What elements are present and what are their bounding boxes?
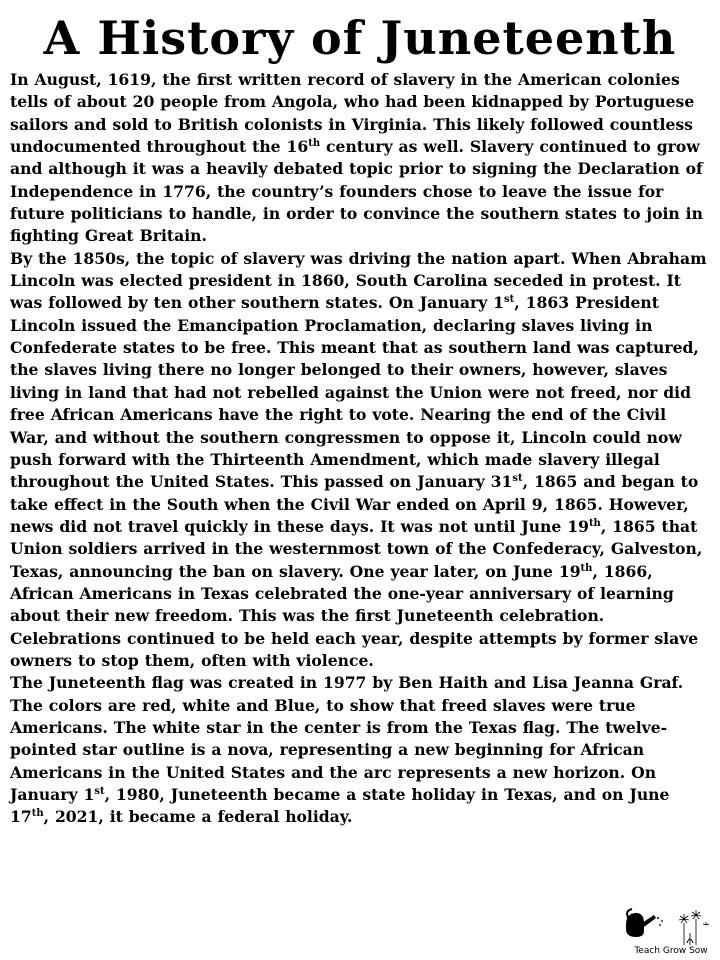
paragraph-1 bbox=[10, 69, 710, 248]
ordinal-suffix: th bbox=[588, 517, 601, 529]
text-run: century as well. Slavery continued to grow and although it was a heavily debated topic prior to signing the Declaration of Independence in 1776, the country’s founders chose to leave the issue for future politicians to handle, in order to convince the southern states to join in fighting Great Britain. bbox=[10, 137, 703, 246]
text-run: , 1866, African Americans in Texas celebrated the one-year anniversary of learning about their new freedom. This was the first Juneteenth celebration. Celebrations continued to be held each year, despite attempts by former slave owners to stop them, often with violence. bbox=[10, 561, 699, 670]
ordinal-suffix: st bbox=[94, 785, 105, 797]
page-title: A History of Juneteenth bbox=[43, 11, 677, 65]
ordinal-suffix: th bbox=[31, 808, 44, 820]
text-run: , 1865 and began to take effect in the South when the Civil War ended on April 9, 1865. However, news did not travel quickly in these days. It was not until June 19 bbox=[10, 472, 699, 536]
paragraph-3 bbox=[10, 672, 710, 828]
text-run: The Juneteenth flag was created in 1977 by Ben Haith and Lisa Jeanna Graf. The colors are red, white and Blue, to show that freed slaves were true Americans. The white star in the center is from the Texas flag. The twelve-pointed star outline is a nova, representing a new beginning for African Americans in the United States and the arc represents a new horizon. On January 1 bbox=[10, 673, 684, 804]
text-run: By the 1850s, the topic of slavery was driving the nation apart. When Abraham Lincoln was elected president in 1860, South Carolina seceded in protest. It was followed by ten other southern states. On January 1 bbox=[10, 248, 707, 313]
logo-text: Teach Grow Sow bbox=[634, 946, 708, 956]
text-run: , 1865 that Union soldiers arrived in the westernmost town of the Confederacy, Galveston, Texas, announcing the ban on slavery. One year later, on June 19 bbox=[10, 516, 703, 581]
text-run: , 2021, it became a federal holiday. bbox=[43, 807, 353, 827]
text-run: , 1863 President Lincoln issued the Emancipation Proclamation, declaring slaves living in Confederate states to be free. This meant that as southern land was captured, the slaves living there no longer belonged to their owners, however, slaves living in land that had not rebelled against the Union were not freed, nor did free African Americans have the right to vote. Nearing the end of the Civil War, and without the southern congressmen to oppose it, Lincoln could now push forward with the Thirteenth Amendment, which made slavery illegal throughout the United States. This passed on January 31 bbox=[10, 293, 699, 492]
article-body bbox=[10, 69, 710, 829]
paragraph-2 bbox=[10, 248, 710, 673]
ordinal-suffix: th bbox=[308, 137, 321, 149]
text-run: In August, 1619, the first written record of slavery in the American colonies tells of about 20 people from Angola, who had been kidnapped by Portuguese sailors and sold to British colonists in Virginia. This likely followed countless undocumented throughout the 16 bbox=[10, 70, 695, 157]
ordinal-suffix: st bbox=[512, 473, 523, 484]
ordinal-suffix: th bbox=[580, 562, 593, 574]
ordinal-suffix: st bbox=[504, 294, 515, 306]
text-run: , 1980, Juneteenth became a state holiday in Texas, and on June 17 bbox=[10, 785, 670, 827]
